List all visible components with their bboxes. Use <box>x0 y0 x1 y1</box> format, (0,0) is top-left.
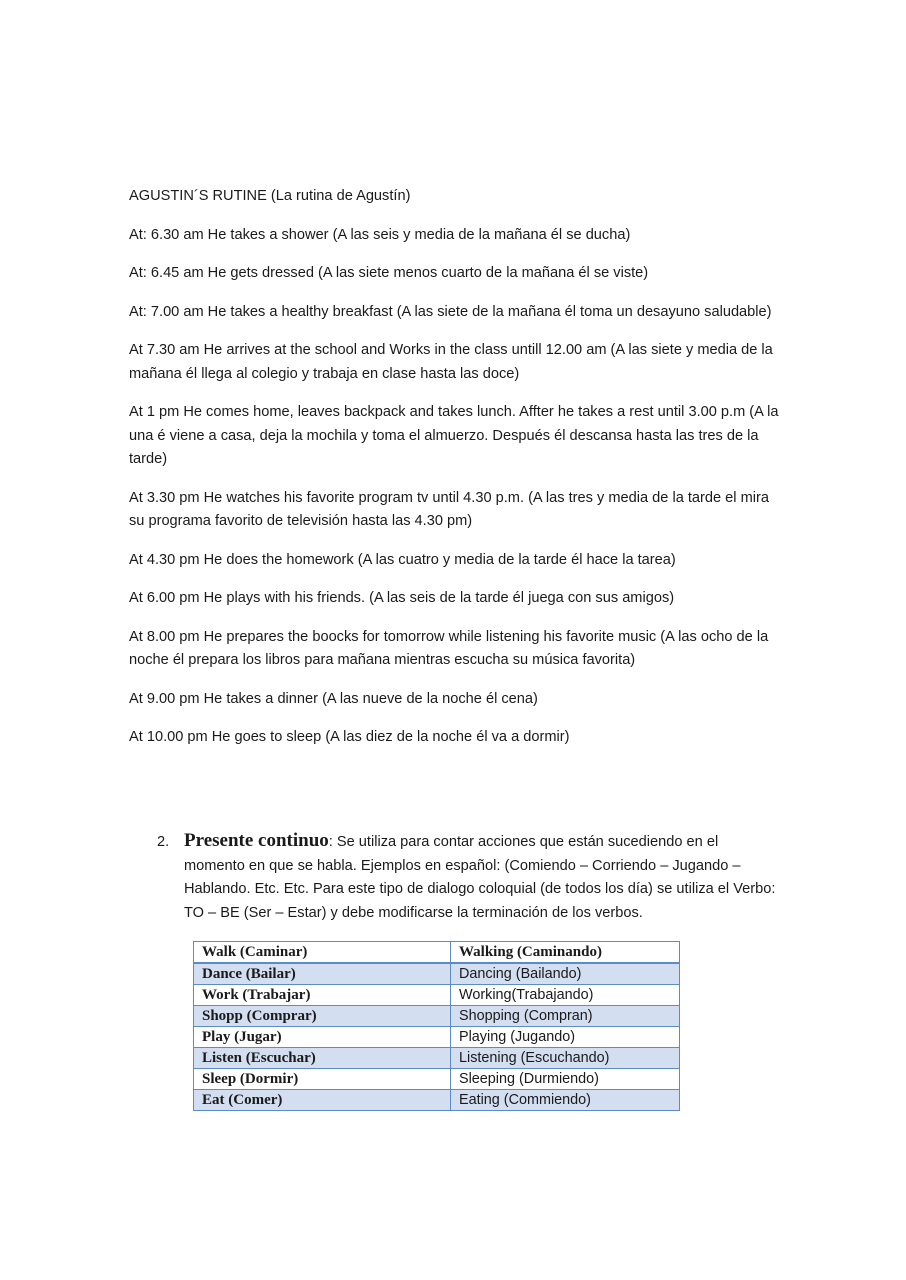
table-row <box>194 1069 680 1090</box>
table-cell-gerund: Listening (Escuchando) <box>451 1048 680 1069</box>
routine-line: At 6.00 pm He plays with his friends. (A las seis de la tarde él juega con sus amigos) <box>129 590 675 606</box>
table-cell-gerund: Playing (Jugando) <box>451 1027 680 1048</box>
routine-line: At: 6.45 am He gets dressed (A las siete menos cuarto de la mañana él se viste) <box>129 265 649 281</box>
table-cell-base: Sleep (Dormir) <box>194 1069 451 1090</box>
table-cell-base: Walk (Caminar) <box>194 942 451 964</box>
routine-title: AGUSTIN´S RUTINE (La rutina de Agustín) <box>129 188 411 204</box>
table-cell-gerund: Walking (Caminando) <box>451 942 680 964</box>
section-body: : Se utiliza para contar acciones que están sucediendo en el momento en que se habla. Ejemplos en español: (Comiendo – Corriendo – Jugando – Hablando. Etc. Etc. Para este tipo de dialogo coloquial (de todos los día) se utiliza el Verbo: TO – BE (Ser – Estar) y debe modificarse la terminación de los verbos. <box>184 834 776 921</box>
table-row <box>194 963 680 985</box>
table-cell-gerund: Eating (Commiendo) <box>451 1090 680 1111</box>
table-cell-gerund: Working(Trabajando) <box>451 985 680 1006</box>
table-row <box>194 942 680 964</box>
table-cell-gerund: Dancing (Bailando) <box>451 963 680 985</box>
table-row <box>194 1027 680 1048</box>
routine-line: At 7.30 am He arrives at the school and Works in the class untill 12.00 am (A las siete y media de la mañana él llega al colegio y trabaja en clase hasta las doce) <box>129 342 773 382</box>
table-row <box>194 1090 680 1111</box>
table-row <box>194 1048 680 1069</box>
table-row <box>194 985 680 1006</box>
routine-line: At 3.30 pm He watches his favorite program tv until 4.30 p.m. (A las tres y media de la tarde el mira su programa favorito de televisión hasta las 4.30 pm) <box>129 489 769 529</box>
routine-line: At 10.00 pm He goes to sleep (A las diez de la noche él va a dormir) <box>129 729 570 745</box>
table-cell-base: Eat (Comer) <box>194 1090 451 1111</box>
table-cell-gerund: Sleeping (Durmiendo) <box>451 1069 680 1090</box>
section-paragraph <box>184 829 777 925</box>
present-continuous-section <box>157 829 777 925</box>
table-cell-gerund: Shopping (Compran) <box>451 1006 680 1027</box>
table-cell-base: Listen (Escuchar) <box>194 1048 451 1069</box>
table-cell-base: Shopp (Comprar) <box>194 1006 451 1027</box>
table-cell-base: Dance (Bailar) <box>194 963 451 985</box>
routine-line: At: 6.30 am He takes a shower (A las seis y media de la mañana él se ducha) <box>129 226 631 243</box>
list-number: 2. <box>157 834 170 850</box>
routine-line: At 1 pm He comes home, leaves backpack and takes lunch. Affter he takes a rest until 3.00 p.m (A la una é viene a casa, deja la mochila y toma el almuerzo. Después él descansa hasta las tres de la tarde) <box>129 404 779 467</box>
section-heading: Presente continuo <box>184 830 329 851</box>
routine-block <box>129 185 779 765</box>
routine-line: At: 7.00 am He takes a healthy breakfast (A las siete de la mañana él toma un desayuno saludable) <box>129 303 772 320</box>
table-cell-base: Play (Jugar) <box>194 1027 451 1048</box>
routine-line: At 9.00 pm He takes a dinner (A las nueve de la noche él cena) <box>129 690 538 707</box>
routine-line: At 4.30 pm He does the homework (A las cuatro y media de la tarde él hace la tarea) <box>129 551 676 568</box>
table-row <box>194 1006 680 1027</box>
verb-table <box>193 941 680 1111</box>
table-cell-base: Work (Trabajar) <box>194 985 451 1006</box>
routine-line: At 8.00 pm He prepares the boocks for tomorrow while listening his favorite music (A las ocho de la noche él prepara los libros para mañana mientras escucha su música favorita) <box>129 628 769 668</box>
